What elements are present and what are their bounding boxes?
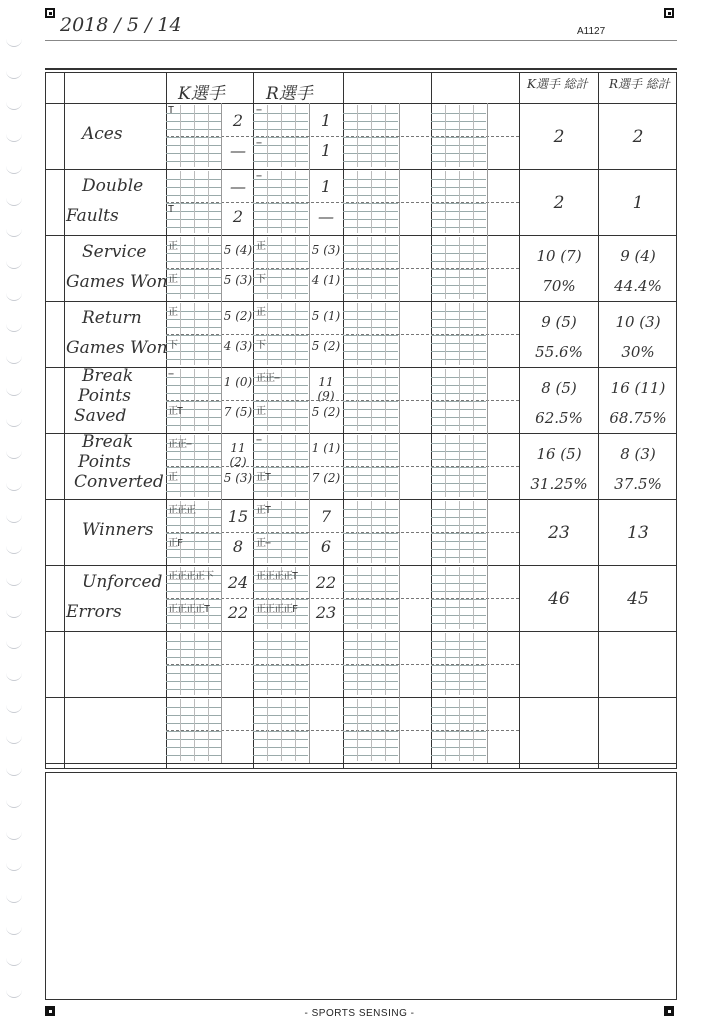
grid-line: [371, 303, 372, 365]
value-col-line: [487, 565, 488, 631]
grid-line: [281, 633, 282, 695]
header-player-k: K選手: [178, 84, 225, 104]
grid-line: [180, 369, 181, 431]
value-col-line: [487, 169, 488, 235]
tally-mark: 正: [256, 406, 265, 417]
grid-line: [385, 435, 386, 497]
grid-line: [357, 633, 358, 695]
row-label: Return: [82, 308, 142, 328]
footer-text: - SPORTS SENSING -: [304, 1008, 415, 1019]
value-col-line: [399, 697, 400, 763]
tally-mark: 正: [256, 307, 265, 318]
row-divider: [45, 565, 677, 566]
header-player-r: R選手: [266, 84, 313, 104]
tally-mark: 正T: [256, 505, 271, 516]
grid-line: [445, 303, 446, 365]
grid-line: [357, 171, 358, 233]
binder-ring: [6, 831, 22, 840]
grid-line: [385, 303, 386, 365]
tally-mark: 下: [256, 340, 265, 351]
grid-line: [385, 699, 386, 761]
grid-line: [295, 237, 296, 299]
grid-line: [295, 171, 296, 233]
binder-ring: [6, 197, 22, 206]
total-value: 44.4%: [614, 277, 662, 295]
row-label: Faults: [66, 206, 119, 226]
grid-line: [208, 369, 209, 431]
total-value: 1: [632, 193, 644, 213]
value-col-line: [309, 697, 310, 763]
total-value: 10 (7): [536, 247, 582, 265]
grid-line: [267, 171, 268, 233]
binder-ring: [6, 482, 22, 491]
notes-box: [45, 772, 677, 1000]
grid-line: [267, 303, 268, 365]
grid-line: [473, 369, 474, 431]
grid-line: [281, 435, 282, 497]
tally-mark: 正正−: [256, 373, 280, 384]
value-col-line: [399, 235, 400, 301]
value-col-line: [221, 697, 222, 763]
total-value: 8 (3): [620, 445, 656, 463]
grid-line: [445, 633, 446, 695]
tally-mark: 正正−: [168, 439, 192, 450]
value-col-line: [487, 631, 488, 697]
tally-mark: −: [256, 138, 262, 149]
binder-ring: [6, 38, 22, 47]
grid-line: [459, 369, 460, 431]
binder-ring: [6, 355, 22, 364]
stat-value: 2: [232, 207, 244, 226]
stat-value: 5 (1): [311, 309, 341, 323]
grid-line: [267, 237, 268, 299]
row-label: Points: [78, 452, 131, 472]
total-value: 37.5%: [614, 475, 662, 493]
grid-line: [281, 501, 282, 563]
tally-mark: 正正正正F: [256, 604, 298, 615]
stat-value: 24: [227, 573, 249, 592]
value-col-line: [487, 697, 488, 763]
tally-mark: 正正正正下: [168, 571, 213, 582]
grid-line: [208, 633, 209, 695]
date-text: 2018 / 5 / 14: [60, 14, 182, 36]
row-divider: [45, 301, 677, 302]
stat-value: 22: [315, 573, 337, 592]
total-value: 16 (11): [610, 379, 666, 397]
total-value: 55.6%: [535, 343, 583, 361]
value-col-line: [487, 367, 488, 433]
stat-value: —: [318, 207, 334, 226]
row-label: Break: [82, 366, 134, 386]
grid-line: [357, 105, 358, 167]
grid-line: [445, 105, 446, 167]
grid-line: [194, 105, 195, 167]
binder-ring: [6, 735, 22, 744]
tally-mark: −: [168, 369, 174, 380]
grid-line: [459, 237, 460, 299]
grid-line: [385, 633, 386, 695]
tally-mark: 正: [168, 472, 177, 483]
binder-ring: [6, 672, 22, 681]
stat-value: 5 (3): [223, 273, 253, 287]
tally-mark: T: [168, 204, 174, 215]
binder-ring: [6, 989, 22, 998]
total-value: 9 (5): [541, 313, 577, 331]
grid-line: [371, 567, 372, 629]
grid-line: [357, 369, 358, 431]
grid-line: [194, 237, 195, 299]
value-col-line: [487, 433, 488, 499]
grid-line: [194, 633, 195, 695]
tally-mark: 正T: [168, 406, 183, 417]
grid-line: [295, 369, 296, 431]
grid-line: [385, 237, 386, 299]
grid-line: [281, 699, 282, 761]
grid-line: [194, 699, 195, 761]
tally-mark: T: [168, 105, 174, 116]
grid-line: [371, 699, 372, 761]
grid-line: [371, 171, 372, 233]
value-col-line: [399, 565, 400, 631]
value-col-line: [487, 301, 488, 367]
binder-ring: [6, 609, 22, 618]
binder-ring: [6, 450, 22, 459]
grid-line: [445, 237, 446, 299]
grid-line: [208, 435, 209, 497]
grid-line: [473, 105, 474, 167]
grid-line: [445, 369, 446, 431]
total-value: 8 (5): [541, 379, 577, 397]
stat-value: 6: [320, 537, 332, 556]
header-rule: [45, 68, 677, 70]
stat-value: 1 (0): [223, 375, 253, 389]
total-value: 46: [548, 589, 570, 609]
grid-line: [473, 171, 474, 233]
total-value: 45: [627, 589, 649, 609]
stat-value: 5 (3): [311, 243, 341, 257]
total-value: 2: [553, 193, 565, 213]
binder-ring: [6, 894, 22, 903]
grid-line: [371, 435, 372, 497]
grid-line: [180, 105, 181, 167]
binder-ring: [6, 957, 22, 966]
row-label: Aces: [82, 124, 123, 144]
binder-ring: [6, 862, 22, 871]
binder-ring: [6, 133, 22, 142]
tally-mark: 正正正正T: [168, 604, 210, 615]
stat-value: 5 (2): [311, 405, 341, 419]
grid-line: [295, 633, 296, 695]
stat-value: 11 (2): [229, 441, 247, 469]
stat-value: 4 (3): [223, 339, 253, 353]
grid-line: [194, 369, 195, 431]
total-value: 23: [548, 523, 570, 543]
binder-ring: [6, 767, 22, 776]
total-value: 13: [627, 523, 649, 543]
binder-ring: [6, 228, 22, 237]
page-code: A1127: [577, 26, 606, 37]
binder-ring: [6, 165, 22, 174]
grid-line: [473, 633, 474, 695]
value-col-line: [399, 631, 400, 697]
grid-line: [445, 699, 446, 761]
grid-line: [445, 435, 446, 497]
tally-mark: 正: [168, 274, 177, 285]
grid-line: [445, 171, 446, 233]
grid-line: [180, 303, 181, 365]
tally-mark: −: [256, 171, 262, 182]
grid-line: [445, 567, 446, 629]
row-label: Points: [78, 386, 131, 406]
row-label: Converted: [74, 472, 164, 492]
grid-line: [180, 699, 181, 761]
stat-value: 5 (2): [311, 339, 341, 353]
grid-line: [371, 105, 372, 167]
grid-line: [180, 633, 181, 695]
grid-line: [385, 501, 386, 563]
grid-line: [267, 105, 268, 167]
grid-line: [473, 567, 474, 629]
binder-ring: [6, 70, 22, 79]
top-rule: [45, 40, 677, 41]
binder-ring: [6, 260, 22, 269]
binder-ring: [6, 323, 22, 332]
grid-line: [445, 501, 446, 563]
grid-line: [295, 501, 296, 563]
grid-line: [357, 699, 358, 761]
total-value: 62.5%: [535, 409, 583, 427]
row-divider: [45, 367, 677, 368]
tally-mark: 下: [168, 340, 177, 351]
total-value: 10 (3): [615, 313, 661, 331]
grid-line: [357, 501, 358, 563]
grid-line: [459, 171, 460, 233]
row-divider: [45, 433, 677, 434]
header-total-r: R選手 総計: [609, 77, 670, 91]
grid-line: [194, 435, 195, 497]
stat-value: 15: [227, 507, 249, 526]
total-value: 2: [553, 127, 565, 147]
value-col-line: [399, 103, 400, 169]
grid-line: [208, 171, 209, 233]
col-line: [64, 72, 65, 769]
row-divider: [45, 631, 677, 632]
grid-line: [459, 105, 460, 167]
binder-ring: [6, 387, 22, 396]
grid-line: [473, 699, 474, 761]
row-label: Winners: [82, 520, 154, 540]
grid-line: [473, 303, 474, 365]
value-col-line: [487, 103, 488, 169]
header-bottom-line: [45, 103, 677, 104]
value-col-line: [487, 235, 488, 301]
total-value: 70%: [542, 277, 576, 295]
grid-line: [459, 633, 460, 695]
stat-value: 23: [315, 603, 337, 622]
row-label: Games Won: [66, 272, 168, 292]
grid-line: [385, 171, 386, 233]
tally-mark: 正: [256, 241, 265, 252]
stat-value: 7 (5): [223, 405, 253, 419]
row-label: Unforced: [82, 572, 163, 592]
value-col-line: [399, 301, 400, 367]
row-divider: [45, 697, 677, 698]
binder-ring: [6, 577, 22, 586]
total-value: 2: [632, 127, 644, 147]
row-divider: [45, 499, 677, 500]
stat-value: 2: [232, 111, 244, 130]
stat-value: —: [230, 141, 246, 160]
grid-line: [385, 369, 386, 431]
tally-mark: 正F: [168, 538, 183, 549]
stat-value: 7 (2): [311, 471, 341, 485]
grid-line: [371, 369, 372, 431]
grid-line: [385, 105, 386, 167]
grid-line: [208, 303, 209, 365]
grid-line: [295, 435, 296, 497]
stat-value: 5 (2): [223, 309, 253, 323]
grid-line: [459, 501, 460, 563]
row-label: Break: [82, 432, 134, 452]
grid-line: [180, 171, 181, 233]
row-divider: [45, 169, 677, 170]
tally-mark: 下: [256, 274, 265, 285]
grid-line: [267, 699, 268, 761]
binder-ring: [6, 514, 22, 523]
value-col-line: [487, 499, 488, 565]
value-col-line: [399, 169, 400, 235]
row-label: Errors: [66, 602, 122, 622]
grid-line: [459, 435, 460, 497]
grid-line: [281, 303, 282, 365]
binder-ring: [6, 926, 22, 935]
grid-line: [295, 303, 296, 365]
tally-mark: −: [256, 105, 262, 116]
total-value: 16 (5): [536, 445, 582, 463]
tally-mark: 正正正: [168, 505, 195, 516]
binder-ring: [6, 101, 22, 110]
grid-line: [194, 303, 195, 365]
grid-line: [357, 303, 358, 365]
stat-value: 1: [320, 177, 332, 196]
tally-mark: 正−: [256, 538, 271, 549]
binder-ring: [6, 545, 22, 554]
registration-mark-top-left: [45, 8, 55, 18]
total-value: 68.75%: [609, 409, 667, 427]
stat-value: 22: [227, 603, 249, 622]
grid-line: [208, 105, 209, 167]
grid-line: [357, 237, 358, 299]
grid-line: [208, 699, 209, 761]
grid-line: [385, 567, 386, 629]
grid-line: [459, 567, 460, 629]
stat-value: 11 (9): [317, 375, 335, 403]
grid-line: [208, 237, 209, 299]
grid-line: [473, 501, 474, 563]
binder-ring: [6, 418, 22, 427]
stat-value: 1: [320, 111, 332, 130]
row-label: Double: [82, 176, 144, 196]
total-value: 9 (4): [620, 247, 656, 265]
value-col-line: [309, 631, 310, 697]
stat-value: 4 (1): [311, 273, 341, 287]
grid-line: [267, 435, 268, 497]
grid-line: [371, 633, 372, 695]
tally-mark: 正T: [256, 472, 271, 483]
grid-line: [208, 501, 209, 563]
value-col-line: [399, 367, 400, 433]
total-value: 31.25%: [530, 475, 588, 493]
stat-value: 5 (3): [223, 471, 253, 485]
value-col-line: [221, 631, 222, 697]
grid-line: [295, 699, 296, 761]
stat-value: 5 (4): [223, 243, 253, 257]
grid-line: [357, 435, 358, 497]
stat-value: 1: [320, 141, 332, 160]
grid-line: [281, 171, 282, 233]
row-label: Saved: [74, 406, 127, 426]
tally-mark: −: [256, 435, 262, 446]
grid-line: [459, 303, 460, 365]
grid-line: [295, 105, 296, 167]
grid-line: [281, 369, 282, 431]
tally-mark: 正: [168, 307, 177, 318]
value-col-line: [399, 499, 400, 565]
grid-line: [357, 567, 358, 629]
binder-ring: [6, 799, 22, 808]
row-label: Games Won: [66, 338, 168, 358]
grid-line: [371, 501, 372, 563]
grid-line: [180, 237, 181, 299]
grid-line: [473, 435, 474, 497]
binder-ring: [6, 640, 22, 649]
stat-value: 7: [320, 507, 332, 526]
row-divider: [45, 235, 677, 236]
stat-value: 1 (1): [311, 441, 341, 455]
binder-ring: [6, 704, 22, 713]
total-value: 30%: [621, 343, 655, 361]
stat-value: 8: [232, 537, 244, 556]
row-label: Service: [82, 242, 147, 262]
grid-line: [459, 699, 460, 761]
header-total-k: K選手 総計: [527, 77, 588, 91]
registration-mark-top-right: [664, 8, 674, 18]
grid-line: [281, 237, 282, 299]
grid-line: [371, 237, 372, 299]
tally-mark: 正: [168, 241, 177, 252]
grid-line: [281, 105, 282, 167]
value-col-line: [399, 433, 400, 499]
grid-line: [267, 633, 268, 695]
stat-value: —: [230, 177, 246, 196]
grid-line: [194, 171, 195, 233]
row-divider: [45, 763, 677, 764]
binder-ring: [6, 292, 22, 301]
grid-line: [473, 237, 474, 299]
tally-mark: 正正正正T: [256, 571, 298, 582]
